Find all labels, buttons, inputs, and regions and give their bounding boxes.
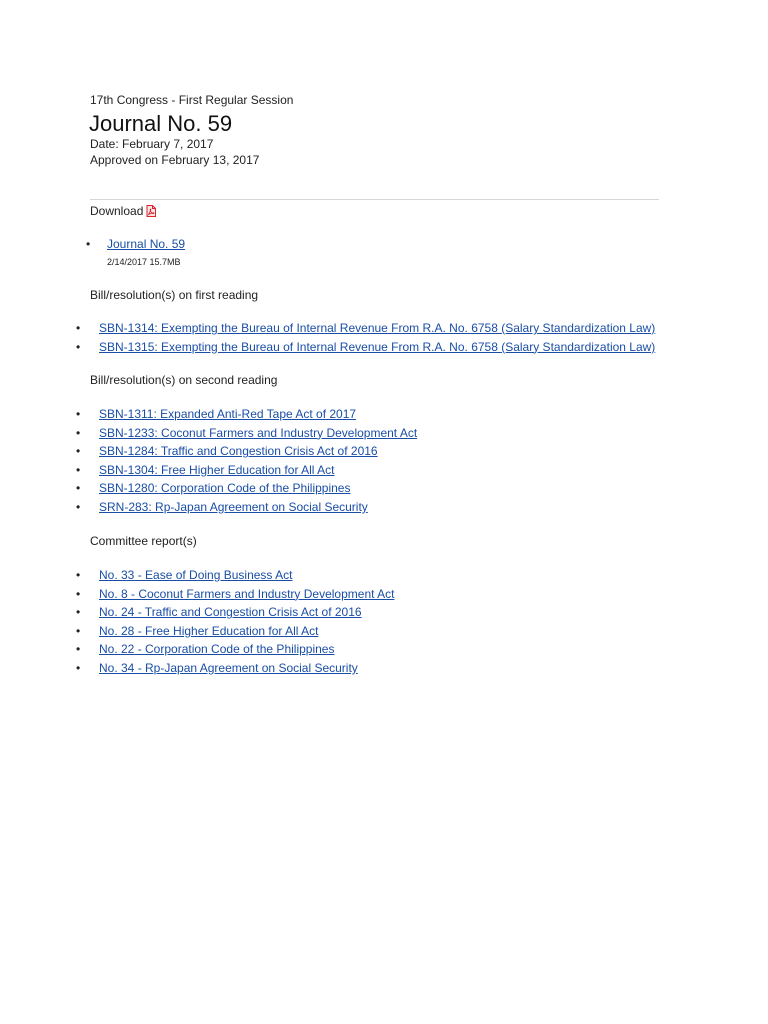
bullet: • [76, 407, 81, 421]
bill-link[interactable]: SBN-1233: Coconut Farmers and Industry Development Act [99, 425, 418, 440]
committee-reports-list [0, 566, 768, 678]
committee-report-link[interactable]: No. 28 - Free Higher Education for All Act [99, 623, 319, 638]
list-item [0, 338, 768, 357]
list-item [0, 603, 768, 622]
bill-link[interactable]: SBN-1280: Corporation Code of the Philippines [99, 481, 351, 496]
approval-date: Approved on February 13, 2017 [90, 153, 260, 167]
committee-report-link[interactable]: No. 8 - Coconut Farmers and Industry Development Act [99, 586, 395, 601]
list-item [0, 479, 768, 498]
list-item [0, 424, 768, 443]
page-title: Journal No. 59 [89, 111, 233, 136]
bullet: • [76, 642, 81, 657]
bill-link[interactable]: SBN-1315: Exempting the Bureau of Internal Revenue From R.A. No. 6758 (Salary Standardization Law) [99, 339, 656, 354]
bullet: • [76, 568, 81, 582]
bullet: • [76, 660, 81, 675]
bullet: • [76, 339, 81, 354]
second-reading-heading: Bill/resolution(s) on second reading [90, 373, 278, 387]
bullet: • [76, 444, 81, 459]
bill-link[interactable]: SBN-1284: Traffic and Congestion Crisis Act of 2016 [99, 444, 378, 459]
committee-report-link[interactable]: No. 22 - Corporation Code of the Philippines [99, 642, 335, 657]
bullet: • [76, 586, 81, 601]
first-reading-list [0, 319, 768, 356]
committee-reports-heading: Committee report(s) [90, 534, 197, 548]
list-item [0, 566, 768, 585]
bill-link[interactable]: SBN-1304: Free Higher Education for All Act [99, 462, 335, 477]
list-item [0, 498, 768, 517]
journal-download-link[interactable]: Journal No. 59 [107, 237, 186, 251]
bill-link[interactable]: SBN-1311: Expanded Anti-Red Tape Act of 2017 [99, 407, 357, 421]
session-label: 17th Congress - First Regular Session [90, 93, 294, 107]
list-item [0, 319, 768, 338]
second-reading-list [0, 405, 768, 517]
header-divider [90, 199, 659, 200]
bullet: • [86, 237, 91, 251]
list-item [0, 659, 768, 678]
resolution-link[interactable]: SRN-283: Rp-Japan Agreement on Social Security [99, 499, 368, 514]
bill-link[interactable]: SBN-1314: Exempting the Bureau of Internal Revenue From R.A. No. 6758 (Salary Standardization Law) [99, 321, 656, 335]
list-item [0, 461, 768, 480]
list-item [0, 640, 768, 659]
list-item [0, 442, 768, 461]
bullet: • [76, 425, 81, 440]
pdf-icon [146, 205, 156, 217]
committee-report-link[interactable]: No. 24 - Traffic and Congestion Crisis Act of 2016 [99, 605, 362, 620]
list-item [0, 622, 768, 641]
list-item [0, 585, 768, 604]
file-meta: 2/14/2017 15.7MB [107, 257, 181, 267]
first-reading-heading: Bill/resolution(s) on first reading [90, 288, 259, 302]
committee-report-link[interactable]: No. 33 - Ease of Doing Business Act [99, 568, 293, 582]
bullet: • [76, 605, 81, 620]
bullet: • [76, 499, 81, 514]
list-item [0, 405, 768, 424]
journal-date: Date: February 7, 2017 [90, 137, 214, 151]
bullet: • [76, 623, 81, 638]
committee-report-link[interactable]: No. 34 - Rp-Japan Agreement on Social Security [99, 660, 358, 675]
bullet: • [76, 321, 81, 335]
download-label: Download [90, 204, 144, 218]
bullet: • [76, 462, 81, 477]
bullet: • [76, 481, 81, 496]
download-heading [90, 203, 156, 219]
